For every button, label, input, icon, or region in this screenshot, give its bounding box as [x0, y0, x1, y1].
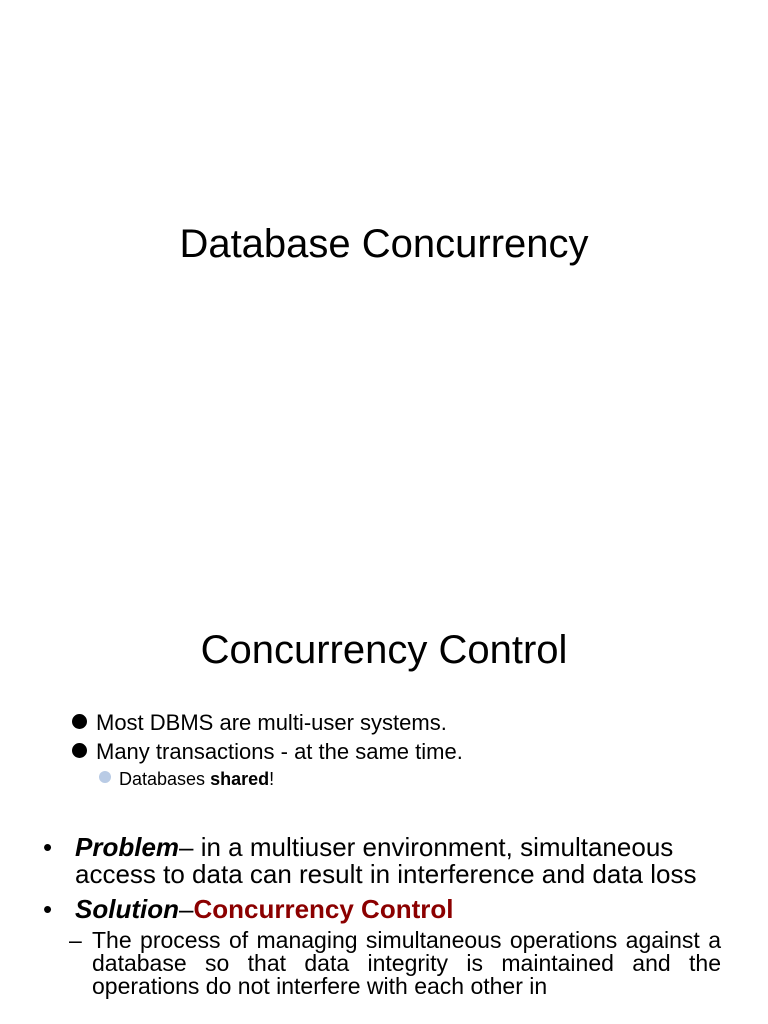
sub-bullet-prefix: Databases: [119, 769, 211, 789]
title-slide: [0, 0, 768, 490]
slide-title: Concurrency Control: [200, 628, 568, 672]
problem-label: Problem: [75, 832, 180, 862]
sub-bullet-suffix: !: [269, 769, 275, 789]
solution-highlight: Concurrency Control: [193, 894, 454, 924]
solution-label: Solution: [75, 894, 179, 924]
bullet-text: Many transactions - at the same time.: [96, 739, 463, 764]
sub-bullet-icon: [99, 771, 111, 783]
problem-solution-list: [43, 834, 721, 998]
concurrency-control-slide: [0, 600, 768, 1024]
bullet-text: Most DBMS are multi-user systems.: [96, 710, 447, 735]
solution-dash: –: [178, 894, 194, 924]
bullet-icon: •: [43, 894, 53, 924]
bullet-icon: [72, 714, 87, 729]
slide-title: Database Concurrency: [179, 222, 589, 266]
sub-list-item: [70, 766, 720, 792]
problem-text: – in a multiuser environment, simultaneous access to data can result in interference and data loss: [75, 832, 697, 889]
sub-bullet-emphasis: shared: [210, 769, 270, 789]
solution-item: [43, 896, 721, 923]
problem-item: [43, 834, 721, 888]
list-item: [70, 708, 720, 737]
bullet-list: [70, 708, 720, 792]
definition-item: [43, 929, 721, 998]
bullet-icon: •: [43, 832, 53, 862]
definition-text: The process of managing simultaneous operations against a database so that data integrity is maintained and the operations do not interfere with each other in: [92, 927, 721, 999]
bullet-icon: [72, 743, 87, 758]
list-item: [70, 737, 720, 766]
dash-icon: –: [69, 927, 82, 953]
